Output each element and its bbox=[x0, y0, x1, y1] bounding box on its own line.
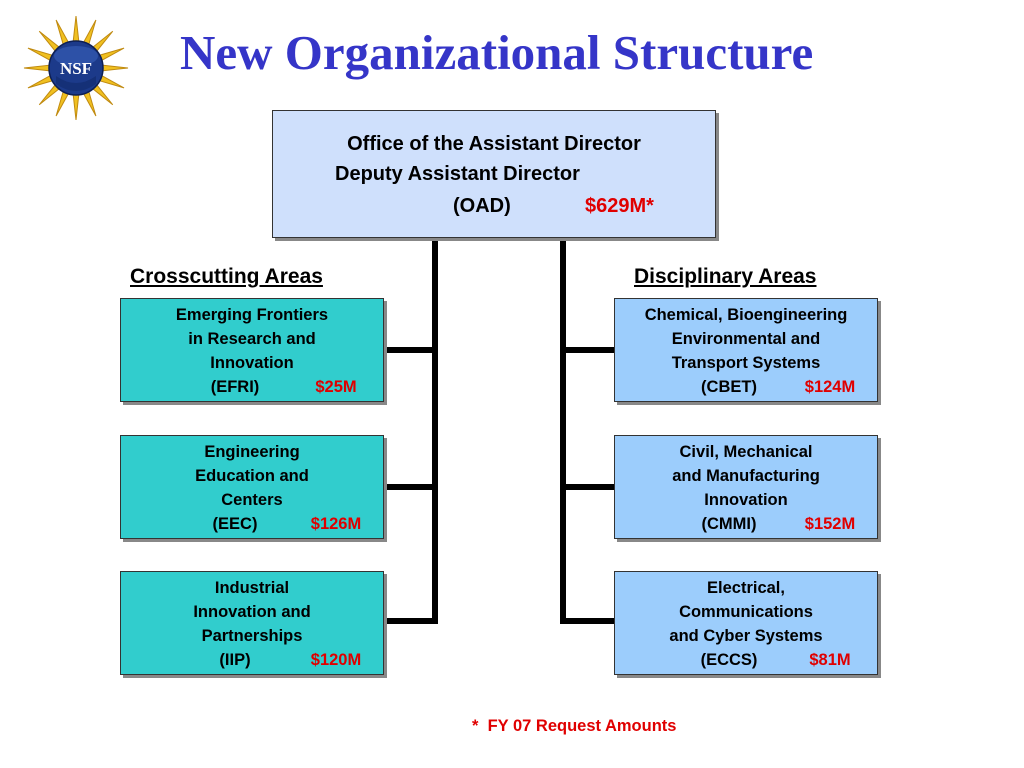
box-amount: $152M bbox=[804, 515, 856, 533]
left-vertical-connector bbox=[432, 238, 438, 622]
oad-abbr: (OAD) bbox=[453, 195, 511, 217]
box-amount: $126M bbox=[310, 515, 362, 533]
box-amount: $81M bbox=[809, 651, 851, 669]
box-amount: $124M bbox=[804, 378, 856, 396]
eec-box bbox=[120, 435, 384, 539]
box-amount: $120M bbox=[310, 651, 362, 669]
cmmi-box bbox=[614, 435, 878, 539]
crosscutting-heading: Crosscutting Areas bbox=[130, 265, 323, 288]
connector-eccs bbox=[560, 618, 614, 624]
iip-box bbox=[120, 571, 384, 675]
box-line: Emerging Frontiers bbox=[175, 306, 329, 324]
logo-ray bbox=[73, 92, 79, 120]
oad-amount: $629M* bbox=[585, 195, 654, 217]
page-title: New Organizational Structure bbox=[180, 25, 814, 80]
box-abbr: (CBET) bbox=[701, 378, 757, 396]
right-vertical-connector bbox=[560, 238, 566, 622]
box-line: Innovation bbox=[210, 354, 294, 372]
box-line: Transport Systems bbox=[671, 354, 821, 372]
oad-subtitle: Deputy Assistant Director bbox=[335, 163, 580, 185]
box-abbr: (EEC) bbox=[212, 515, 258, 533]
box-line: Electrical, bbox=[707, 579, 785, 597]
box-line: in Research and bbox=[188, 330, 316, 348]
nsf-logo bbox=[20, 12, 132, 124]
logo-ray bbox=[24, 65, 52, 71]
box-amount: $25M bbox=[315, 378, 357, 396]
logo-ray bbox=[73, 16, 79, 44]
box-abbr: (ECCS) bbox=[700, 651, 758, 669]
connector-cbet bbox=[560, 347, 614, 353]
box-line: Chemical, Bioengineering bbox=[644, 306, 848, 324]
oad-title: Office of the Assistant Director bbox=[347, 133, 641, 155]
box-line: and Manufacturing bbox=[672, 467, 820, 485]
cbet-box bbox=[614, 298, 878, 402]
connector-eec bbox=[384, 484, 438, 490]
box-line: Engineering bbox=[204, 443, 300, 461]
box-abbr: (CMMI) bbox=[701, 515, 757, 533]
box-line: Innovation bbox=[704, 491, 788, 509]
box-line: Civil, Mechanical bbox=[679, 443, 813, 461]
eccs-box bbox=[614, 571, 878, 675]
box-abbr: (IIP) bbox=[219, 651, 251, 669]
connector-cmmi bbox=[560, 484, 614, 490]
efri-box bbox=[120, 298, 384, 402]
box-line: Partnerships bbox=[201, 627, 303, 645]
box-line: Education and bbox=[195, 467, 309, 485]
connector-iip bbox=[384, 618, 438, 624]
box-line: Industrial bbox=[214, 579, 290, 597]
oad-box bbox=[272, 110, 716, 238]
box-line: and Cyber Systems bbox=[669, 627, 823, 645]
logo-text: NSF bbox=[59, 59, 93, 78]
box-line: Centers bbox=[221, 491, 283, 509]
box-abbr: (EFRI) bbox=[210, 378, 260, 396]
connector-efri bbox=[384, 347, 438, 353]
box-line: Innovation and bbox=[193, 603, 311, 621]
disciplinary-heading: Disciplinary Areas bbox=[634, 265, 817, 288]
box-line: Environmental and bbox=[671, 330, 821, 348]
box-line: Communications bbox=[679, 603, 813, 621]
footnote: * FY 07 Request Amounts bbox=[472, 717, 677, 735]
logo-ray bbox=[100, 65, 128, 71]
